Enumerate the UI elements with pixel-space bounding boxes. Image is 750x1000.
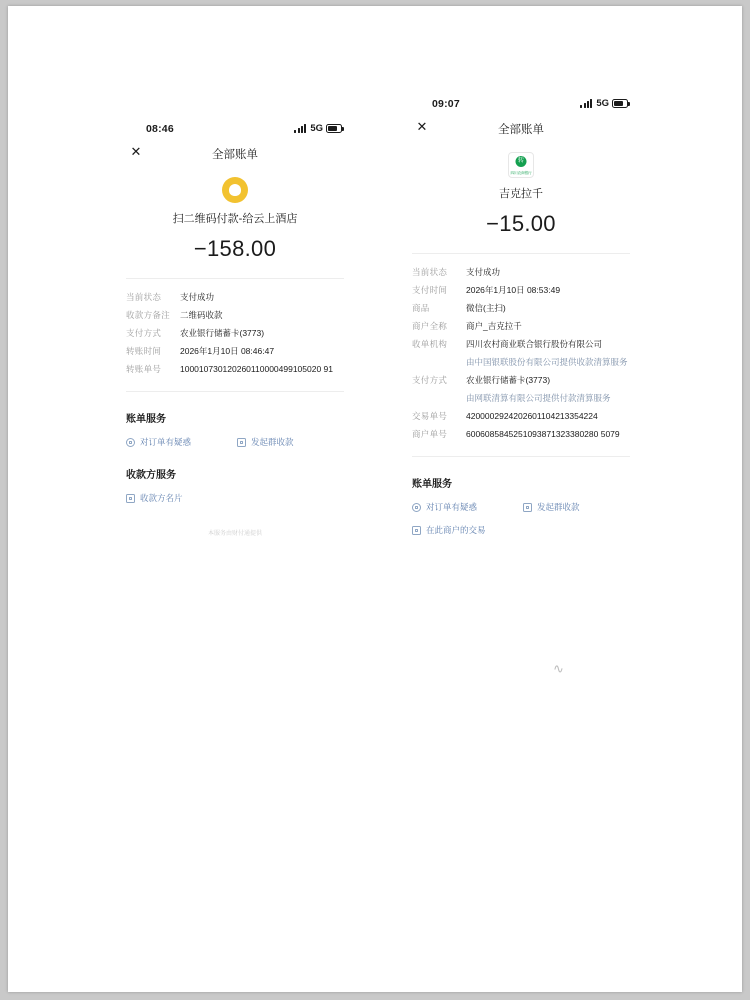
link-label: 发起群收款 [537, 502, 580, 512]
link-group-collect[interactable] [523, 501, 580, 513]
page-title[interactable]: 全部账单 [498, 124, 544, 136]
divider [126, 391, 344, 392]
detail-key: 当前状态 [126, 292, 162, 302]
detail-value: 支付成功 [466, 267, 501, 277]
detail-key [412, 392, 466, 404]
question-circle-icon [412, 503, 421, 512]
detail-value: 农业银行储蓄卡(3773) [466, 375, 551, 385]
detail-row [126, 345, 344, 357]
bank-logo-mark: 转 [516, 156, 527, 167]
network-label: 5G [596, 98, 609, 109]
divider [412, 253, 630, 254]
bank-logo-icon [508, 152, 534, 178]
detail-row [126, 309, 344, 321]
detail-value: 2026年1月10日 08:46:47 [180, 346, 275, 356]
detail-key: 转账单号 [126, 364, 162, 374]
merchant-header-right [396, 152, 646, 201]
detail-row [412, 338, 630, 350]
detail-value: 二维码收款 [180, 310, 223, 320]
detail-value: 2026年1月10日 08:53:49 [466, 285, 561, 295]
detail-list-right [412, 266, 630, 440]
detail-value: 微信(主扫) [466, 303, 506, 313]
detail-key: 商户全称 [412, 321, 448, 331]
detail-row [412, 266, 630, 278]
nav-bar-left [110, 141, 360, 169]
nav-bar-right [396, 116, 646, 144]
bill-service-title: 账单服务 [126, 414, 166, 425]
detail-key: 转账时间 [126, 346, 162, 356]
paper-smudge: ∿ [553, 661, 564, 676]
transactions-icon [412, 526, 421, 535]
detail-key: 支付方式 [126, 328, 162, 338]
link-label: 收款方名片 [140, 493, 183, 503]
detail-row [412, 320, 630, 332]
detail-row [126, 363, 344, 375]
detail-key: 商品 [412, 303, 430, 313]
detail-value: 农业银行储蓄卡(3773) [180, 328, 265, 338]
link-label: 在此商户的交易 [426, 525, 486, 535]
detail-key [412, 356, 466, 368]
detail-key: 交易单号 [412, 411, 448, 421]
bank-logo-text: 四川农商银行 [510, 169, 532, 175]
close-icon[interactable]: ✕ [416, 119, 428, 134]
detail-row [126, 327, 344, 339]
detail-value: 4200002924202601104213354224 [466, 411, 598, 421]
bill-service-links [412, 490, 646, 513]
detail-value: 100010730120260110000499105020 91 [180, 364, 334, 374]
link-group-collect[interactable] [237, 436, 294, 448]
link-order-question[interactable] [412, 501, 477, 513]
divider [412, 456, 630, 457]
detail-row [412, 428, 630, 440]
status-bar-left [110, 119, 360, 141]
detail-key: 收单机构 [412, 339, 448, 349]
detail-list-left [126, 291, 344, 375]
link-payee-card[interactable] [126, 492, 360, 504]
status-indicators [580, 98, 628, 109]
detail-value: 由网联清算有限公司提供付款清算服务 [466, 393, 611, 403]
link-order-question[interactable] [126, 436, 191, 448]
bill-service-title: 账单服务 [412, 479, 452, 490]
close-icon[interactable]: ✕ [130, 144, 142, 159]
signal-icon [294, 124, 307, 133]
status-time: 08:46 [146, 123, 174, 135]
coin-icon [222, 177, 248, 203]
detail-row [412, 410, 630, 422]
merchant-header-left [110, 177, 360, 226]
group-collect-icon [523, 503, 532, 512]
status-bar-right [396, 94, 646, 116]
screenshot-left [110, 119, 360, 579]
battery-icon [326, 124, 342, 133]
status-time: 09:07 [432, 98, 460, 110]
detail-key: 收款方备注 [126, 310, 171, 320]
signal-icon [580, 99, 593, 108]
network-label: 5G [310, 123, 323, 134]
battery-icon [612, 99, 628, 108]
detail-value: 四川农村商业联合银行股份有限公司 [466, 339, 603, 349]
paper-background [8, 6, 742, 992]
detail-value: 由中国银联股份有限公司提供收款清算服务 [466, 357, 628, 367]
screenshot-right [396, 94, 646, 584]
detail-row [412, 302, 630, 314]
amount-value: −158.00 [193, 236, 277, 261]
business-card-icon [126, 494, 135, 503]
detail-value: 支付成功 [180, 292, 215, 302]
detail-key: 商户单号 [412, 429, 448, 439]
link-label: 对订单有疑惑 [140, 437, 192, 447]
detail-row [412, 374, 630, 386]
bill-service-links [126, 425, 360, 448]
merchant-name: 扫二维码付款-给云上酒店 [172, 213, 298, 225]
link-label: 对订单有疑惑 [426, 502, 478, 512]
group-collect-icon [237, 438, 246, 447]
payee-service-title: 收款方服务 [126, 470, 176, 481]
question-circle-icon [126, 438, 135, 447]
amount-value: −15.00 [486, 211, 556, 236]
divider [126, 278, 344, 279]
detail-row [412, 284, 630, 296]
detail-row [126, 291, 344, 303]
detail-key: 支付时间 [412, 285, 448, 295]
status-indicators [294, 123, 342, 134]
page-title[interactable]: 全部账单 [212, 149, 258, 161]
detail-value: 商户_吉克拉千 [466, 321, 522, 331]
detail-key: 支付方式 [412, 375, 448, 385]
link-label: 发起群收款 [251, 437, 294, 447]
link-merchant-transactions[interactable] [412, 524, 646, 536]
detail-row [412, 392, 630, 404]
detail-row [412, 356, 630, 368]
footnote: 本服务由财付通提供 [207, 531, 262, 537]
detail-value: 6006085845251093871323380280 5079 [466, 429, 620, 439]
detail-key: 当前状态 [412, 267, 448, 277]
merchant-name: 吉克拉千 [499, 188, 543, 200]
